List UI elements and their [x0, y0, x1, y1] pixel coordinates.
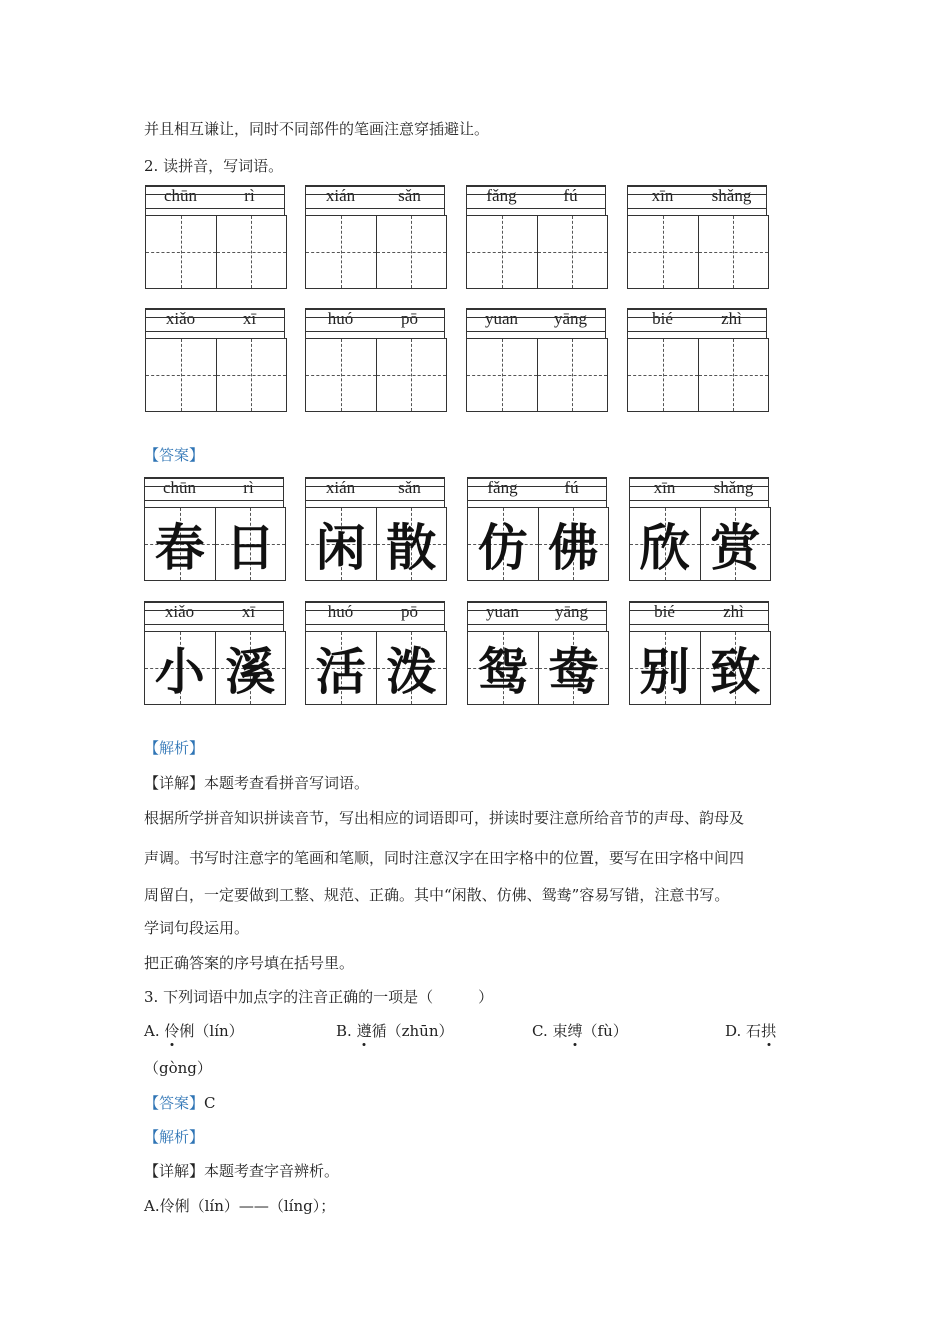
q3-answer — [144, 1093, 216, 1113]
pinyin-row — [305, 601, 445, 631]
hanzi — [628, 339, 698, 411]
tianzige-cell — [377, 216, 447, 288]
tianzige-cell — [377, 632, 447, 704]
option-a-pinyin: （lín） — [194, 1022, 244, 1040]
pinyin-2: rì — [243, 478, 254, 497]
pinyin-row — [305, 477, 445, 507]
hanzi — [538, 339, 608, 411]
tianzige-cell — [538, 339, 608, 411]
option-a — [144, 1021, 244, 1041]
pinyin-2: sǎn — [398, 478, 421, 497]
paragraph-line-2: 声调。书写时注意字的笔画和笔顺，同时注意汉字在田字格中的位置，要写在田字格中间四 — [144, 849, 745, 867]
detail-text: 本题考查看拼音写词语。 — [204, 774, 370, 792]
word-grid — [305, 185, 447, 289]
tianzige-row — [467, 631, 609, 705]
hanzi: 仿 — [477, 519, 528, 577]
detail-line — [144, 773, 369, 793]
word-grid — [305, 601, 447, 705]
tianzige-cell — [306, 216, 377, 288]
tianzige-cell — [306, 632, 377, 704]
word-grid — [467, 477, 609, 581]
q3-detail-text: 本题考查字音辨析。 — [204, 1162, 340, 1180]
tianzige-row — [305, 631, 447, 705]
pinyin-2: rì — [244, 186, 255, 205]
pinyin-row — [467, 601, 607, 631]
pinyin-2: sǎn — [398, 186, 421, 205]
pinyin-row — [467, 477, 607, 507]
tianzige-cell — [699, 216, 769, 288]
pinyin-2: xī — [242, 309, 257, 328]
option-a-label: A. — [144, 1022, 160, 1040]
option-d-dotted-char: 拱 — [761, 1022, 777, 1040]
option-c-char: 束 — [552, 1022, 568, 1040]
hanzi: 佛 — [548, 519, 599, 577]
tianzige-cell — [377, 339, 447, 411]
pinyin-2: pō — [401, 602, 418, 621]
tianzige-row — [305, 507, 447, 581]
hanzi — [146, 216, 216, 288]
pinyin-1: yuan — [484, 309, 519, 328]
word-grid — [144, 601, 286, 705]
tianzige-row — [627, 338, 769, 412]
pinyin-row — [466, 308, 606, 338]
intro-line: 并且相互谦让，同时不同部件的笔画注意穿插避让。 — [144, 120, 490, 138]
tianzige-row — [305, 338, 447, 412]
hanzi: 致 — [710, 643, 761, 701]
pinyin-2: xī — [241, 602, 256, 621]
pinyin-2: yāng — [554, 602, 589, 621]
option-a-dotted-char: 伶 — [164, 1022, 180, 1040]
word-grid — [466, 308, 608, 412]
tianzige-cell — [146, 339, 217, 411]
tianzige-row — [629, 631, 771, 705]
option-b-dotted-char: 遵 — [356, 1022, 372, 1040]
pinyin-row — [305, 308, 445, 338]
hanzi: 赏 — [710, 519, 761, 577]
tianzige-cell — [306, 339, 377, 411]
pinyin-row — [466, 185, 606, 215]
word-grid — [629, 477, 771, 581]
pinyin-1: yuan — [485, 602, 520, 621]
pinyin-1: xián — [325, 478, 356, 497]
option-b-pinyin: （zhūn） — [386, 1022, 454, 1040]
hanzi — [377, 339, 447, 411]
hanzi: 小 — [154, 643, 205, 701]
pinyin-1: fǎng — [487, 478, 518, 497]
option-b — [336, 1021, 454, 1041]
pinyin-1: xīn — [653, 478, 676, 497]
tianzige-cell — [146, 216, 217, 288]
option-b-label: B. — [336, 1022, 352, 1040]
hanzi: 鸯 — [548, 643, 599, 701]
option-c-pinyin: （fù） — [582, 1022, 628, 1040]
hanzi — [699, 339, 769, 411]
hanzi — [306, 216, 376, 288]
tianzige-cell — [217, 216, 287, 288]
hanzi — [538, 216, 608, 288]
option-b-char: 循 — [371, 1022, 387, 1040]
q3-detail-label: 【详解】 — [144, 1162, 205, 1180]
tianzige-cell — [216, 632, 286, 704]
pinyin-1: bié — [654, 602, 675, 621]
pinyin-1: huó — [327, 602, 354, 621]
pinyin-row — [305, 185, 445, 215]
section-title: 学词句段运用。 — [144, 919, 250, 937]
tianzige-row — [144, 507, 286, 581]
tianzige-row — [144, 631, 286, 705]
pinyin-2: fú — [563, 186, 578, 205]
pinyin-2: shǎng — [711, 186, 752, 205]
pinyin-1: fǎng — [486, 186, 517, 205]
answer-label: 【答案】 — [144, 446, 205, 464]
paragraph-line-3: 周留白，一定要做到工整、规范、正确。其中“闲散、仿佛、鸳鸯”容易写错，注意书写。 — [144, 886, 730, 904]
analysis-label: 【解析】 — [144, 739, 205, 757]
tianzige-cell — [538, 216, 608, 288]
question-3-title: 3. 下列词语中加点字的注音正确的一项是（ ） — [144, 988, 494, 1006]
tianzige-cell — [701, 508, 771, 580]
pinyin-1: chūn — [162, 478, 197, 497]
pinyin-2: fú — [564, 478, 579, 497]
tianzige-cell — [699, 339, 769, 411]
hanzi — [377, 216, 447, 288]
q3-detail-line — [144, 1161, 339, 1181]
paragraph-line-1: 根据所学拼音知识拼读音节，写出相应的词语即可，拼读时要注意所给音节的声母、韵母及 — [144, 809, 745, 827]
hanzi — [467, 339, 537, 411]
word-grid — [305, 477, 447, 581]
tianzige-row — [627, 215, 769, 289]
tianzige-cell — [468, 508, 539, 580]
tianzige-cell — [145, 508, 216, 580]
tianzige-cell — [630, 508, 701, 580]
tianzige-cell — [216, 508, 286, 580]
hanzi — [306, 339, 376, 411]
pinyin-1: xiǎo — [165, 309, 196, 328]
option-d-pinyin: （gòng） — [144, 1059, 212, 1077]
tianzige-row — [629, 507, 771, 581]
hanzi: 泼 — [386, 643, 437, 701]
option-c-label: C. — [532, 1022, 548, 1040]
word-grid — [466, 185, 608, 289]
pinyin-1: bié — [652, 309, 673, 328]
tianzige-cell — [701, 632, 771, 704]
hanzi: 溪 — [225, 643, 276, 701]
word-grid — [305, 308, 447, 412]
q3-last-line: A.伶俐（lín）——（líng）； — [144, 1197, 336, 1215]
hanzi — [628, 216, 698, 288]
tianzige-cell — [539, 508, 609, 580]
word-grid — [467, 601, 609, 705]
word-grid — [144, 477, 286, 581]
instruction-line: 把正确答案的序号填在括号里。 — [144, 954, 355, 972]
hanzi: 活 — [315, 643, 366, 701]
pinyin-row — [627, 185, 767, 215]
hanzi — [217, 216, 287, 288]
pinyin-2: zhì — [721, 309, 742, 328]
tianzige-row — [467, 507, 609, 581]
option-d-label: D. — [725, 1022, 742, 1040]
tianzige-cell — [377, 508, 447, 580]
pinyin-row — [629, 601, 769, 631]
pinyin-1: xián — [325, 186, 356, 205]
pinyin-1: chūn — [163, 186, 198, 205]
hanzi: 春 — [154, 519, 205, 577]
word-grid — [629, 601, 771, 705]
pinyin-2: yāng — [553, 309, 588, 328]
hanzi: 散 — [386, 519, 437, 577]
tianzige-cell — [468, 632, 539, 704]
hanzi: 欣 — [639, 519, 690, 577]
tianzige-row — [145, 338, 287, 412]
hanzi — [217, 339, 287, 411]
tianzige-cell — [628, 216, 699, 288]
hanzi — [467, 216, 537, 288]
option-c — [532, 1021, 628, 1041]
pinyin-1: huó — [327, 309, 354, 328]
tianzige-cell — [539, 632, 609, 704]
tianzige-row — [145, 215, 287, 289]
word-grid — [627, 185, 769, 289]
pinyin-1: xīn — [651, 186, 674, 205]
hanzi: 鸳 — [477, 643, 528, 701]
pinyin-row — [145, 185, 285, 215]
word-grid — [145, 185, 287, 289]
pinyin-row — [629, 477, 769, 507]
option-a-char: 俐 — [179, 1022, 195, 1040]
option-d — [725, 1021, 776, 1041]
detail-label: 【详解】 — [144, 774, 205, 792]
q3-answer-value: C — [204, 1094, 216, 1112]
tianzige-row — [466, 338, 608, 412]
hanzi — [146, 339, 216, 411]
tianzige-cell — [628, 339, 699, 411]
pinyin-2: shǎng — [713, 478, 754, 497]
q3-answer-label: 【答案】 — [144, 1094, 205, 1112]
pinyin-row — [144, 601, 284, 631]
tianzige-row — [466, 215, 608, 289]
pinyin-1: xiǎo — [164, 602, 195, 621]
word-grid — [627, 308, 769, 412]
option-d-char: 石 — [746, 1022, 762, 1040]
tianzige-cell — [217, 339, 287, 411]
pinyin-row — [145, 308, 285, 338]
option-c-dotted-char: 缚 — [567, 1022, 583, 1040]
pinyin-row — [627, 308, 767, 338]
pinyin-2: pō — [401, 309, 418, 328]
pinyin-2: zhì — [723, 602, 744, 621]
hanzi — [699, 216, 769, 288]
hanzi: 别 — [639, 643, 690, 701]
pinyin-row — [144, 477, 284, 507]
tianzige-row — [305, 215, 447, 289]
tianzige-cell — [630, 632, 701, 704]
word-grid — [145, 308, 287, 412]
q3-analysis-label: 【解析】 — [144, 1128, 205, 1146]
hanzi: 日 — [225, 519, 276, 577]
tianzige-cell — [306, 508, 377, 580]
tianzige-cell — [145, 632, 216, 704]
tianzige-cell — [467, 216, 538, 288]
tianzige-cell — [467, 339, 538, 411]
hanzi: 闲 — [315, 519, 366, 577]
question-2-title: 2. 读拼音，写词语。 — [144, 157, 284, 175]
